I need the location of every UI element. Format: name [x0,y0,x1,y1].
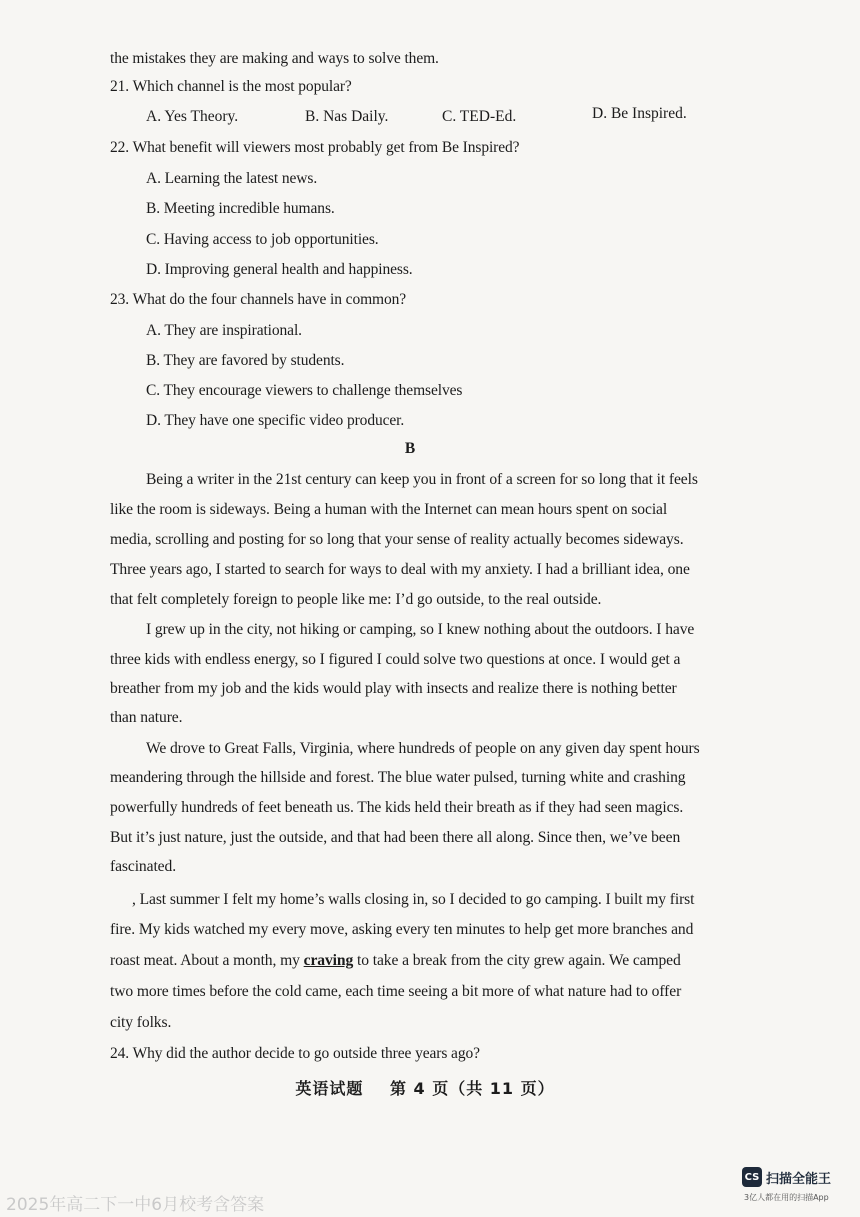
q23-option-a: A. They are inspirational. [146,322,302,339]
section-heading: B [404,440,416,457]
continuation-line: the mistakes they are making and ways to solve them. [110,50,439,67]
q22-option-d: D. Improving general health and happiness. [146,261,413,278]
passage-line: I grew up in the city, not hiking or camping, so I knew nothing about the outdoors. I have [146,621,695,638]
passage-line: fascinated. [110,858,177,875]
q21-option-b: B. Nas Daily. [305,108,389,125]
scanner-app-name: 扫描全能王 [766,1171,832,1187]
passage-line: fire. My kids watched my every move, asking every ten minutes to help get more branches and [110,921,694,938]
cs-logo-icon: CS [742,1167,762,1187]
watermark-text: 2025年高二下一中6月校考含答案 [6,1195,265,1215]
passage-line: two more times before the cold came, each time seeing a bit more of what nature had to offer [110,983,682,1000]
q22-option-b: B. Meeting incredible humans. [146,200,335,217]
question-23-stem: 23. What do the four channels have in common? [110,291,407,308]
question-21-stem: 21. Which channel is the most popular? [110,78,352,95]
passage-line: media, scrolling and posting for so long that your sense of reality actually becomes sideways. [110,531,684,548]
scanner-tagline: 3亿人都在用的扫描App [744,1193,829,1202]
passage-line: meandering through the hillside and forest. The blue water pulsed, turning white and crashing [110,769,686,786]
underlined-keyword: craving [303,952,354,969]
passage-line: than nature. [110,709,183,726]
passage-line: Three years ago, I started to search for ways to deal with my anxiety. I had a brilliant idea, one [110,561,690,578]
passage-text: to take a break from the city grew again. We camped [353,952,681,969]
footer-page-number: 第 4 页（共 11 页） [389,1079,555,1098]
passage-text: roast meat. About a month, my [110,952,304,969]
q21-option-d: D. Be Inspired. [592,105,687,122]
question-24-stem: 24. Why did the author decide to go outside three years ago? [110,1045,480,1062]
passage-line-with-keyword [110,952,681,970]
footer-subject: 英语试题 [295,1079,364,1098]
passage-line: Being a writer in the 21st century can keep you in front of a screen for so long that it feels [146,471,698,488]
q22-option-a: A. Learning the latest news. [146,170,318,187]
passage-line: , Last summer I felt my home’s walls closing in, so I decided to go camping. I built my first [132,891,695,908]
passage-line: three kids with endless energy, so I figured I could solve two questions at once. I would get a [110,651,681,668]
passage-line: We drove to Great Falls, Virginia, where hundreds of people on any given day spent hours [146,740,700,757]
passage-line: breather from my job and the kids would play with insects and realize there is nothing better [110,680,677,697]
question-22-stem: 22. What benefit will viewers most probably get from Be Inspired? [110,139,520,156]
q21-option-c: C. TED-Ed. [442,108,517,125]
q23-option-c: C. They encourage viewers to challenge themselves [146,382,463,399]
page-footer [0,1076,850,1099]
q23-option-b: B. They are favored by students. [146,352,345,369]
scanner-logo [742,1167,831,1187]
passage-line: powerfully hundreds of feet beneath us. The kids held their breath as if they had seen magics. [110,799,684,816]
q22-option-c: C. Having access to job opportunities. [146,231,379,248]
passage-line: that felt completely foreign to people like me: I’d go outside, to the real outside. [110,591,602,608]
q21-option-a: A. Yes Theory. [146,108,239,125]
passage-line: city folks. [110,1014,172,1031]
q23-option-d: D. They have one specific video producer. [146,412,405,429]
passage-line: like the room is sideways. Being a human with the Internet can mean hours spent on social [110,501,668,518]
passage-line: But it’s just nature, just the outside, and that had been there all along. Since then, we’ve been [110,829,681,846]
